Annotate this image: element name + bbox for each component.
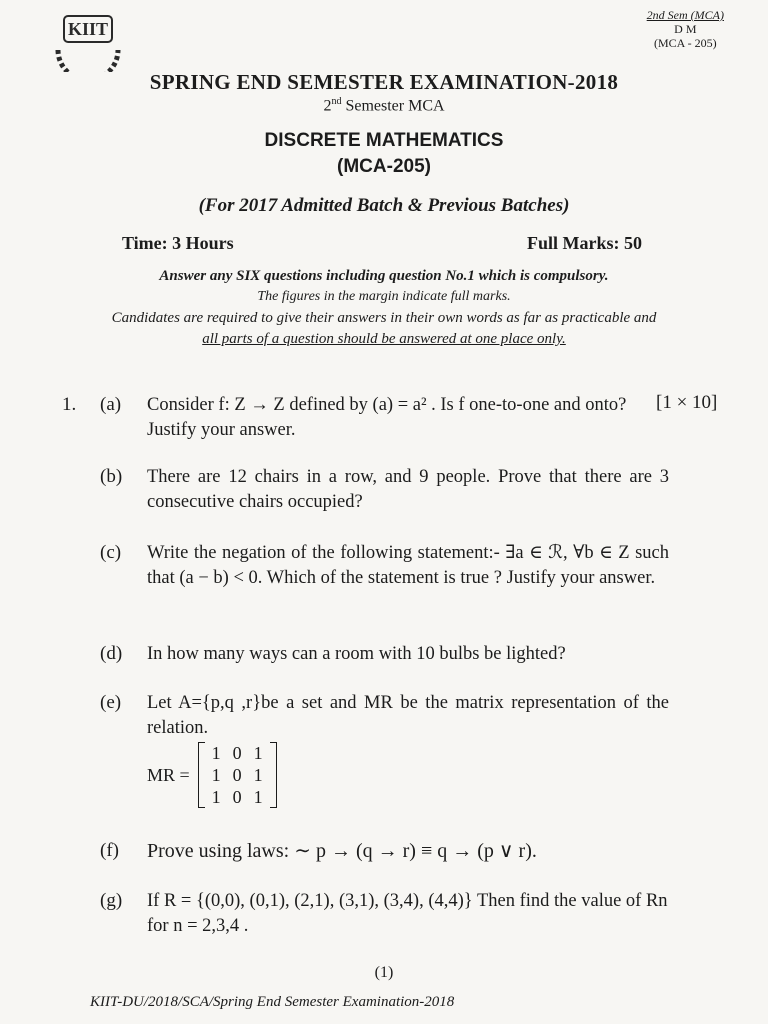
matrix-cell: 1: [253, 765, 263, 785]
footer-reference: KIIT-DU/2018/SCA/Spring End Semester Examination-2018: [90, 994, 455, 1010]
matrix-cell: 1: [211, 743, 221, 763]
corner-line-1: 2nd Sem (MCA): [646, 8, 724, 22]
instruction-3: Candidates are required to give their answers in their own words as far as practicable and: [111, 310, 657, 326]
matrix-label: MR =: [147, 764, 190, 785]
matrix-cell: 1: [211, 787, 221, 807]
instruction-1: Answer any SIX questions including question No.1 which is compulsory.: [159, 268, 609, 284]
corner-line-3: (MCA - 205): [654, 36, 717, 50]
logo-lettering: KIIT: [67, 19, 109, 39]
part-d-label: (d): [100, 643, 123, 664]
question-marks: [1 × 10]: [656, 392, 718, 413]
matrix-cell: 1: [253, 743, 263, 763]
part-g-text: If R = {(0,0), (0,1), (2,1), (3,1), (3,4), (4,4)} Then find the value of Rn for n = 2,3,4 .: [147, 891, 668, 936]
part-f-text: Prove using laws: ∼ p → (q → r) ≡ q → (p ∨ r).: [147, 840, 537, 862]
subject-title: DISCRETE MATHEMATICS: [264, 130, 504, 151]
matrix-cell: 1: [253, 787, 263, 807]
question-number: 1.: [62, 394, 77, 415]
semester-text: Semester MCA: [345, 97, 445, 115]
matrix-cell: 0: [232, 765, 242, 785]
part-b-text: There are 12 chairs in a row, and 9 people. Prove that there are 3 consecutive chairs occupied?: [147, 467, 669, 512]
matrix-cell: 0: [232, 787, 242, 807]
part-e-label: (e): [100, 692, 122, 713]
part-b-label: (b): [100, 466, 123, 487]
exam-title: SPRING END SEMESTER EXAMINATION-2018: [149, 70, 619, 94]
corner-line-2: D M: [674, 22, 697, 36]
exam-time: Time: 3 Hours: [122, 233, 234, 253]
subject-code: (MCA-205): [337, 156, 431, 177]
part-g-label: (g): [100, 890, 123, 911]
matrix-cell: 1: [211, 765, 221, 785]
part-e-text: Let A={p,q ,r}be a set and MR be the matrix representation of the relation.: [147, 693, 669, 738]
relation-matrix: [147, 742, 277, 808]
kiit-logo: [44, 10, 132, 72]
semester-number: 2: [323, 97, 332, 115]
semester-line: [0, 96, 768, 115]
matrix-brackets: [198, 742, 277, 808]
full-marks: Full Marks: 50: [527, 233, 642, 253]
page-number: (1): [374, 964, 394, 981]
part-a-text: Consider f: Z → Z defined by (a) = a² . Is f one-to-one and onto? Justify your answer.: [147, 395, 627, 440]
part-f-label: (f): [100, 840, 119, 861]
part-c-label: (c): [100, 542, 122, 563]
batch-note: (For 2017 Admitted Batch & Previous Batches): [198, 195, 570, 216]
matrix-cell: 0: [232, 743, 242, 763]
part-a-label: (a): [100, 394, 122, 415]
part-c-text: Write the negation of the following statement:- ∃a ∈ ℛ, ∀b ∈ Z such that (a − b) < 0. Which of the statement is true ? Justify your answer.: [147, 543, 669, 588]
instruction-2: The figures in the margin indicate full marks.: [257, 289, 511, 304]
semester-suffix: nd: [331, 96, 342, 107]
course-reference: [647, 8, 724, 50]
instruction-4: all parts of a question should be answered at one place only.: [202, 331, 566, 347]
part-d-text: In how many ways can a room with 10 bulbs be lighted?: [147, 644, 566, 664]
